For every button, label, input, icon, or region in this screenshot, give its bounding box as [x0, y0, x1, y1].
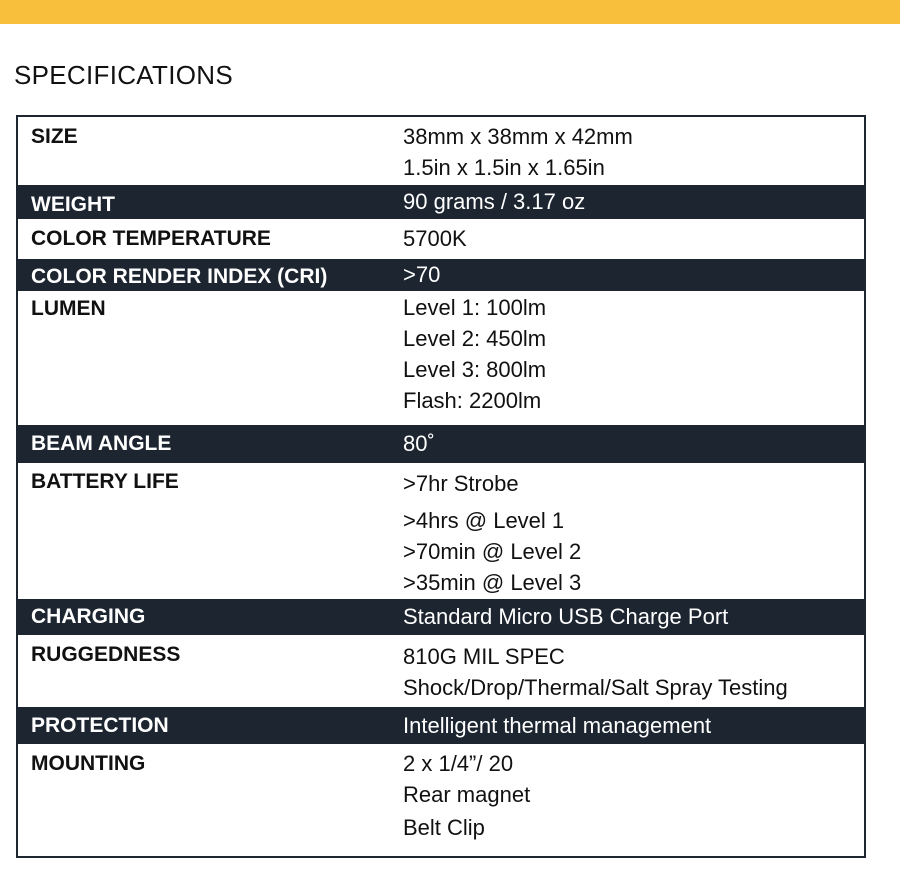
- spec-label: COLOR RENDER INDEX (CRI): [31, 265, 328, 288]
- spec-row-lumen: [18, 291, 864, 425]
- spec-value: Rear magnet: [403, 782, 531, 807]
- spec-row-color-temperature: [18, 219, 864, 259]
- spec-row-weight: [18, 185, 864, 219]
- spec-row-beam-angle: [18, 425, 864, 463]
- top-accent-bar: [0, 0, 900, 24]
- spec-value: Level 2: 450lm: [403, 326, 547, 351]
- spec-value: 810G MIL SPEC: [403, 644, 565, 669]
- spec-row-mounting: [18, 744, 864, 856]
- spec-label: BATTERY LIFE: [31, 470, 179, 493]
- spec-label: RUGGEDNESS: [31, 643, 181, 666]
- spec-value: Belt Clip: [403, 815, 485, 840]
- spec-value: 90 grams / 3.17 oz: [403, 189, 586, 214]
- spec-row-cri: [18, 259, 864, 291]
- spec-value: Intelligent thermal management: [403, 712, 712, 738]
- spec-value: >7hr Strobe: [403, 471, 519, 496]
- spec-row-ruggedness: [18, 635, 864, 707]
- spec-label: SIZE: [31, 125, 78, 148]
- spec-values: [403, 117, 864, 185]
- spec-label: LUMEN: [31, 297, 106, 320]
- spec-value: Level 1: 100lm: [403, 295, 547, 320]
- spec-label: BEAM ANGLE: [31, 432, 172, 455]
- spec-label: PROTECTION: [31, 713, 169, 737]
- spec-value: 2 x 1/4”/ 20: [403, 751, 514, 776]
- spec-value: 1.5in x 1.5in x 1.65in: [403, 155, 605, 180]
- spec-label: WEIGHT: [31, 192, 115, 216]
- spec-value: >35min @ Level 3: [403, 570, 582, 595]
- spec-row-battery-life: [18, 463, 864, 599]
- spec-row-protection: [18, 707, 864, 744]
- spec-value: Shock/Drop/Thermal/Salt Spray Testing: [403, 675, 788, 700]
- spec-label: MOUNTING: [31, 752, 146, 775]
- spec-row-charging: [18, 599, 864, 635]
- spec-value: Flash: 2200lm: [403, 388, 542, 413]
- spec-values: [403, 744, 864, 856]
- spec-value: >70min @ Level 2: [403, 539, 582, 564]
- spec-value: Standard Micro USB Charge Port: [403, 604, 729, 629]
- spec-label: COLOR TEMPERATURE: [31, 227, 271, 250]
- spec-value: 80˚: [403, 431, 435, 456]
- spec-value: Level 3: 800lm: [403, 357, 547, 382]
- spec-table: [16, 115, 866, 858]
- spec-values: [403, 291, 864, 425]
- spec-value: >4hrs @ Level 1: [403, 508, 565, 533]
- spec-values: [403, 463, 864, 599]
- spec-values: [403, 635, 864, 707]
- spec-value: 38mm x 38mm x 42mm: [403, 124, 633, 149]
- page-title: SPECIFICATIONS: [14, 60, 233, 90]
- spec-value: >70: [403, 262, 441, 287]
- spec-row-size: [18, 117, 864, 185]
- spec-label: CHARGING: [31, 605, 146, 628]
- spec-value: 5700K: [403, 226, 467, 251]
